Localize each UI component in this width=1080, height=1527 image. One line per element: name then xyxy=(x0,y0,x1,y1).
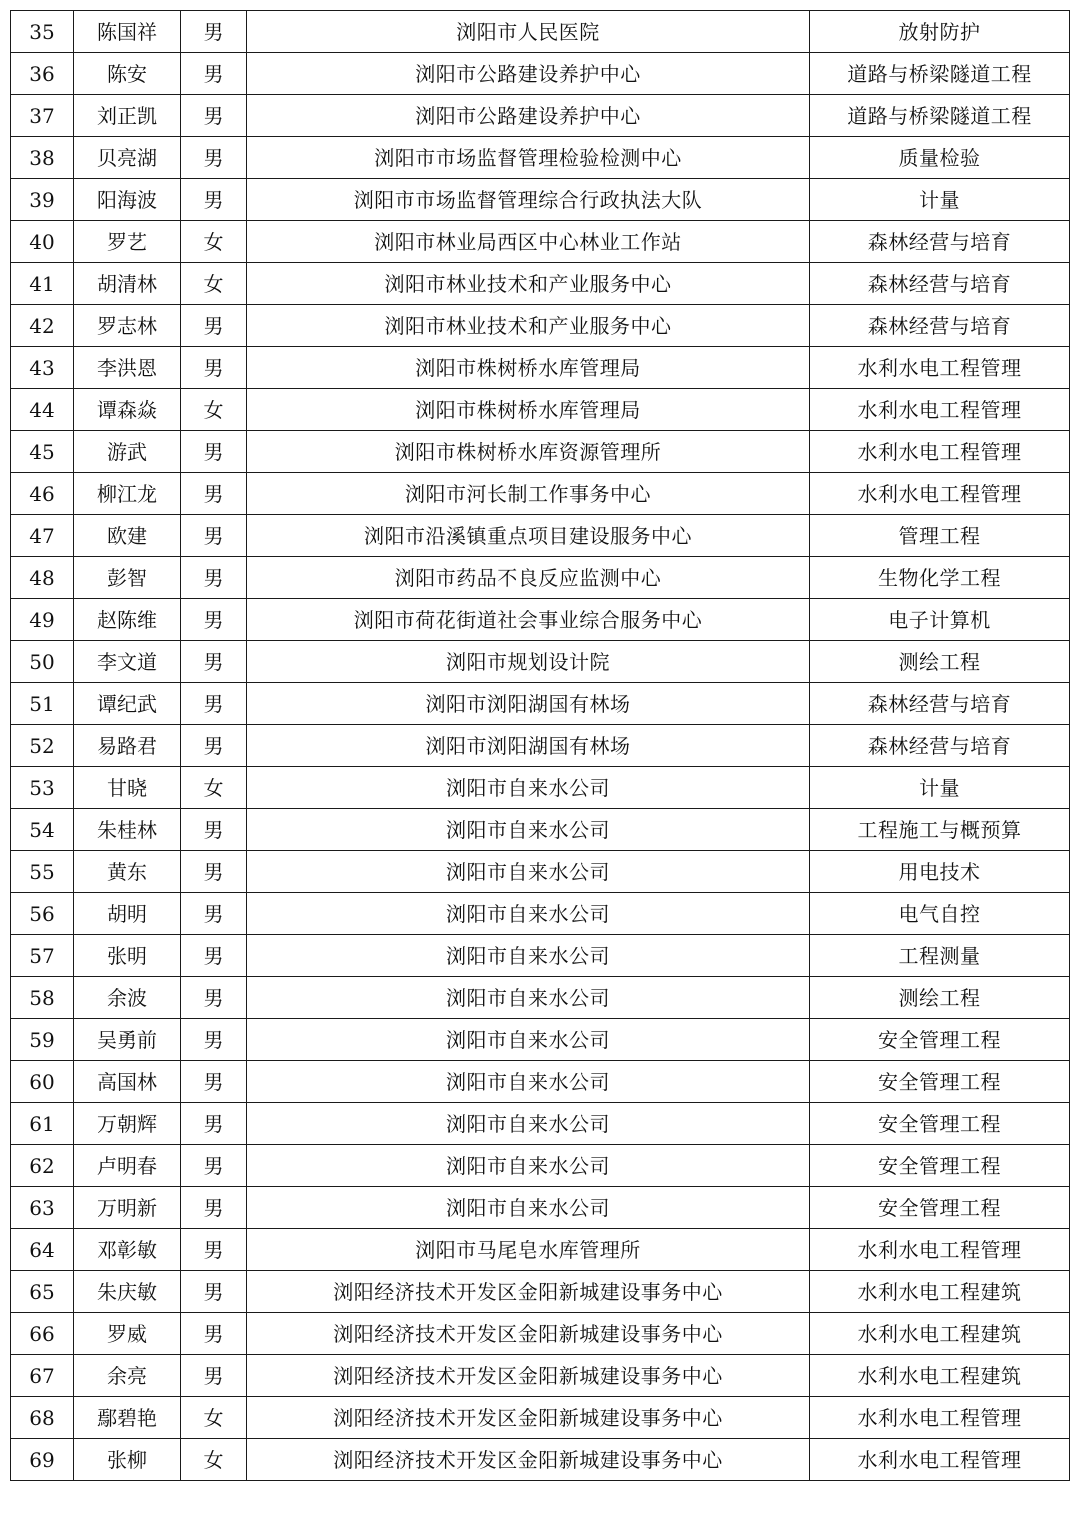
cell-gender: 男 xyxy=(181,1229,247,1271)
cell-specialty: 道路与桥梁隧道工程 xyxy=(810,53,1070,95)
table-row xyxy=(11,641,1070,683)
cell-name: 鄢碧艳 xyxy=(74,1397,181,1439)
cell-name: 李文道 xyxy=(74,641,181,683)
cell-organization: 浏阳市马尾皂水库管理所 xyxy=(247,1229,810,1271)
cell-specialty: 安全管理工程 xyxy=(810,1103,1070,1145)
cell-number: 43 xyxy=(11,347,74,389)
cell-organization: 浏阳市规划设计院 xyxy=(247,641,810,683)
cell-organization: 浏阳市沿溪镇重点项目建设服务中心 xyxy=(247,515,810,557)
cell-name: 甘晓 xyxy=(74,767,181,809)
table-row xyxy=(11,977,1070,1019)
cell-organization: 浏阳市市场监督管理综合行政执法大队 xyxy=(247,179,810,221)
table-row xyxy=(11,305,1070,347)
cell-organization: 浏阳市自来水公司 xyxy=(247,1187,810,1229)
cell-number: 55 xyxy=(11,851,74,893)
cell-specialty: 质量检验 xyxy=(810,137,1070,179)
cell-name: 彭智 xyxy=(74,557,181,599)
cell-name: 卢明春 xyxy=(74,1145,181,1187)
table-row xyxy=(11,1439,1070,1481)
cell-specialty: 安全管理工程 xyxy=(810,1187,1070,1229)
cell-organization: 浏阳市浏阳湖国有林场 xyxy=(247,725,810,767)
table-row xyxy=(11,95,1070,137)
cell-name: 欧建 xyxy=(74,515,181,557)
cell-name: 余亮 xyxy=(74,1355,181,1397)
cell-gender: 女 xyxy=(181,263,247,305)
cell-gender: 男 xyxy=(181,1313,247,1355)
cell-organization: 浏阳市自来水公司 xyxy=(247,1061,810,1103)
cell-number: 68 xyxy=(11,1397,74,1439)
cell-name: 张柳 xyxy=(74,1439,181,1481)
cell-number: 63 xyxy=(11,1187,74,1229)
cell-organization: 浏阳市自来水公司 xyxy=(247,1019,810,1061)
cell-number: 51 xyxy=(11,683,74,725)
cell-specialty: 水利水电工程建筑 xyxy=(810,1271,1070,1313)
cell-organization: 浏阳市公路建设养护中心 xyxy=(247,53,810,95)
cell-organization: 浏阳市株树桥水库资源管理所 xyxy=(247,431,810,473)
cell-number: 57 xyxy=(11,935,74,977)
cell-gender: 男 xyxy=(181,53,247,95)
table-row xyxy=(11,725,1070,767)
cell-organization: 浏阳市自来水公司 xyxy=(247,767,810,809)
cell-name: 朱桂林 xyxy=(74,809,181,851)
cell-specialty: 水利水电工程管理 xyxy=(810,1439,1070,1481)
cell-specialty: 电子计算机 xyxy=(810,599,1070,641)
table-row xyxy=(11,221,1070,263)
cell-gender: 男 xyxy=(181,935,247,977)
cell-organization: 浏阳市自来水公司 xyxy=(247,809,810,851)
table-row xyxy=(11,431,1070,473)
cell-number: 58 xyxy=(11,977,74,1019)
cell-gender: 男 xyxy=(181,1271,247,1313)
table-row xyxy=(11,1229,1070,1271)
cell-specialty: 水利水电工程建筑 xyxy=(810,1313,1070,1355)
cell-gender: 男 xyxy=(181,473,247,515)
cell-specialty: 水利水电工程管理 xyxy=(810,1229,1070,1271)
cell-number: 41 xyxy=(11,263,74,305)
cell-name: 胡明 xyxy=(74,893,181,935)
cell-name: 谭纪武 xyxy=(74,683,181,725)
table-row xyxy=(11,1061,1070,1103)
table-row xyxy=(11,599,1070,641)
cell-gender: 女 xyxy=(181,767,247,809)
cell-gender: 男 xyxy=(181,1103,247,1145)
cell-specialty: 工程测量 xyxy=(810,935,1070,977)
table-row xyxy=(11,1019,1070,1061)
table-row xyxy=(11,767,1070,809)
cell-name: 邓彰敏 xyxy=(74,1229,181,1271)
cell-specialty: 水利水电工程管理 xyxy=(810,431,1070,473)
cell-specialty: 水利水电工程管理 xyxy=(810,389,1070,431)
cell-number: 35 xyxy=(11,11,74,53)
cell-name: 万朝辉 xyxy=(74,1103,181,1145)
cell-name: 李洪恩 xyxy=(74,347,181,389)
cell-specialty: 水利水电工程管理 xyxy=(810,347,1070,389)
table-row xyxy=(11,389,1070,431)
cell-gender: 男 xyxy=(181,137,247,179)
cell-gender: 男 xyxy=(181,893,247,935)
cell-gender: 男 xyxy=(181,977,247,1019)
cell-organization: 浏阳市株树桥水库管理局 xyxy=(247,389,810,431)
cell-number: 54 xyxy=(11,809,74,851)
cell-gender: 男 xyxy=(181,11,247,53)
cell-gender: 男 xyxy=(181,515,247,557)
cell-specialty: 水利水电工程管理 xyxy=(810,1397,1070,1439)
cell-organization: 浏阳经济技术开发区金阳新城建设事务中心 xyxy=(247,1313,810,1355)
cell-gender: 女 xyxy=(181,389,247,431)
cell-name: 高国林 xyxy=(74,1061,181,1103)
table-row xyxy=(11,557,1070,599)
cell-number: 45 xyxy=(11,431,74,473)
cell-name: 朱庆敏 xyxy=(74,1271,181,1313)
cell-gender: 男 xyxy=(181,1145,247,1187)
table-row xyxy=(11,347,1070,389)
personnel-table xyxy=(10,10,1070,1481)
table-row xyxy=(11,515,1070,557)
cell-organization: 浏阳市自来水公司 xyxy=(247,935,810,977)
table-row xyxy=(11,11,1070,53)
cell-organization: 浏阳市自来水公司 xyxy=(247,1145,810,1187)
cell-gender: 男 xyxy=(181,179,247,221)
cell-name: 赵陈维 xyxy=(74,599,181,641)
cell-number: 56 xyxy=(11,893,74,935)
table-row xyxy=(11,1187,1070,1229)
cell-gender: 男 xyxy=(181,599,247,641)
cell-number: 39 xyxy=(11,179,74,221)
cell-specialty: 道路与桥梁隧道工程 xyxy=(810,95,1070,137)
table-row xyxy=(11,1271,1070,1313)
cell-organization: 浏阳经济技术开发区金阳新城建设事务中心 xyxy=(247,1439,810,1481)
cell-organization: 浏阳市自来水公司 xyxy=(247,893,810,935)
cell-organization: 浏阳市浏阳湖国有林场 xyxy=(247,683,810,725)
cell-name: 胡清林 xyxy=(74,263,181,305)
cell-name: 游武 xyxy=(74,431,181,473)
cell-gender: 男 xyxy=(181,683,247,725)
cell-gender: 男 xyxy=(181,809,247,851)
cell-gender: 男 xyxy=(181,95,247,137)
cell-name: 罗志林 xyxy=(74,305,181,347)
cell-organization: 浏阳市人民医院 xyxy=(247,11,810,53)
cell-specialty: 森林经营与培育 xyxy=(810,683,1070,725)
cell-specialty: 工程施工与概预算 xyxy=(810,809,1070,851)
cell-gender: 男 xyxy=(181,1019,247,1061)
cell-organization: 浏阳经济技术开发区金阳新城建设事务中心 xyxy=(247,1397,810,1439)
cell-number: 59 xyxy=(11,1019,74,1061)
cell-organization: 浏阳市自来水公司 xyxy=(247,977,810,1019)
cell-name: 易路君 xyxy=(74,725,181,767)
cell-number: 44 xyxy=(11,389,74,431)
table-row xyxy=(11,809,1070,851)
table-row xyxy=(11,53,1070,95)
cell-number: 36 xyxy=(11,53,74,95)
cell-gender: 男 xyxy=(181,305,247,347)
cell-organization: 浏阳市林业局西区中心林业工作站 xyxy=(247,221,810,263)
table-row xyxy=(11,263,1070,305)
cell-gender: 男 xyxy=(181,1061,247,1103)
cell-name: 阳海波 xyxy=(74,179,181,221)
cell-number: 50 xyxy=(11,641,74,683)
cell-organization: 浏阳市河长制工作事务中心 xyxy=(247,473,810,515)
cell-name: 张明 xyxy=(74,935,181,977)
table-body xyxy=(11,11,1070,1481)
cell-gender: 男 xyxy=(181,851,247,893)
cell-name: 万明新 xyxy=(74,1187,181,1229)
cell-name: 吴勇前 xyxy=(74,1019,181,1061)
cell-gender: 男 xyxy=(181,1355,247,1397)
table-row xyxy=(11,1103,1070,1145)
cell-organization: 浏阳市林业技术和产业服务中心 xyxy=(247,263,810,305)
cell-number: 53 xyxy=(11,767,74,809)
table-row xyxy=(11,935,1070,977)
table-row xyxy=(11,179,1070,221)
cell-organization: 浏阳市药品不良反应监测中心 xyxy=(247,557,810,599)
cell-name: 柳江龙 xyxy=(74,473,181,515)
cell-number: 64 xyxy=(11,1229,74,1271)
cell-specialty: 管理工程 xyxy=(810,515,1070,557)
cell-organization: 浏阳市荷花街道社会事业综合服务中心 xyxy=(247,599,810,641)
cell-gender: 男 xyxy=(181,557,247,599)
cell-number: 61 xyxy=(11,1103,74,1145)
cell-organization: 浏阳经济技术开发区金阳新城建设事务中心 xyxy=(247,1271,810,1313)
cell-gender: 男 xyxy=(181,1187,247,1229)
cell-gender: 男 xyxy=(181,641,247,683)
cell-specialty: 测绘工程 xyxy=(810,977,1070,1019)
cell-gender: 女 xyxy=(181,1397,247,1439)
cell-specialty: 安全管理工程 xyxy=(810,1019,1070,1061)
cell-gender: 女 xyxy=(181,221,247,263)
cell-number: 66 xyxy=(11,1313,74,1355)
cell-number: 38 xyxy=(11,137,74,179)
cell-name: 余波 xyxy=(74,977,181,1019)
cell-organization: 浏阳市自来水公司 xyxy=(247,1103,810,1145)
cell-specialty: 水利水电工程建筑 xyxy=(810,1355,1070,1397)
cell-name: 陈国祥 xyxy=(74,11,181,53)
cell-specialty: 水利水电工程管理 xyxy=(810,473,1070,515)
cell-specialty: 用电技术 xyxy=(810,851,1070,893)
cell-number: 67 xyxy=(11,1355,74,1397)
cell-gender: 男 xyxy=(181,725,247,767)
cell-specialty: 电气自控 xyxy=(810,893,1070,935)
cell-name: 陈安 xyxy=(74,53,181,95)
cell-number: 40 xyxy=(11,221,74,263)
cell-specialty: 生物化学工程 xyxy=(810,557,1070,599)
cell-number: 37 xyxy=(11,95,74,137)
cell-name: 罗威 xyxy=(74,1313,181,1355)
cell-gender: 男 xyxy=(181,431,247,473)
cell-number: 42 xyxy=(11,305,74,347)
cell-specialty: 安全管理工程 xyxy=(810,1145,1070,1187)
table-row xyxy=(11,473,1070,515)
cell-specialty: 计量 xyxy=(810,767,1070,809)
cell-name: 贝亮湖 xyxy=(74,137,181,179)
cell-specialty: 安全管理工程 xyxy=(810,1061,1070,1103)
cell-name: 黄东 xyxy=(74,851,181,893)
cell-number: 47 xyxy=(11,515,74,557)
cell-organization: 浏阳市市场监督管理检验检测中心 xyxy=(247,137,810,179)
cell-number: 69 xyxy=(11,1439,74,1481)
cell-specialty: 森林经营与培育 xyxy=(810,725,1070,767)
cell-gender: 女 xyxy=(181,1439,247,1481)
table-row xyxy=(11,1355,1070,1397)
table-row xyxy=(11,1145,1070,1187)
cell-name: 罗艺 xyxy=(74,221,181,263)
cell-specialty: 计量 xyxy=(810,179,1070,221)
table-row xyxy=(11,893,1070,935)
table-row xyxy=(11,137,1070,179)
cell-specialty: 森林经营与培育 xyxy=(810,221,1070,263)
cell-number: 65 xyxy=(11,1271,74,1313)
cell-number: 48 xyxy=(11,557,74,599)
cell-specialty: 放射防护 xyxy=(810,11,1070,53)
cell-number: 49 xyxy=(11,599,74,641)
cell-organization: 浏阳经济技术开发区金阳新城建设事务中心 xyxy=(247,1355,810,1397)
cell-organization: 浏阳市株树桥水库管理局 xyxy=(247,347,810,389)
cell-number: 52 xyxy=(11,725,74,767)
table-row xyxy=(11,851,1070,893)
table-row xyxy=(11,1313,1070,1355)
table-row xyxy=(11,1397,1070,1439)
cell-gender: 男 xyxy=(181,347,247,389)
cell-name: 刘正凯 xyxy=(74,95,181,137)
cell-name: 谭森焱 xyxy=(74,389,181,431)
cell-specialty: 测绘工程 xyxy=(810,641,1070,683)
table-row xyxy=(11,683,1070,725)
cell-organization: 浏阳市自来水公司 xyxy=(247,851,810,893)
cell-number: 46 xyxy=(11,473,74,515)
cell-organization: 浏阳市公路建设养护中心 xyxy=(247,95,810,137)
cell-number: 60 xyxy=(11,1061,74,1103)
cell-specialty: 森林经营与培育 xyxy=(810,305,1070,347)
cell-organization: 浏阳市林业技术和产业服务中心 xyxy=(247,305,810,347)
cell-specialty: 森林经营与培育 xyxy=(810,263,1070,305)
cell-number: 62 xyxy=(11,1145,74,1187)
